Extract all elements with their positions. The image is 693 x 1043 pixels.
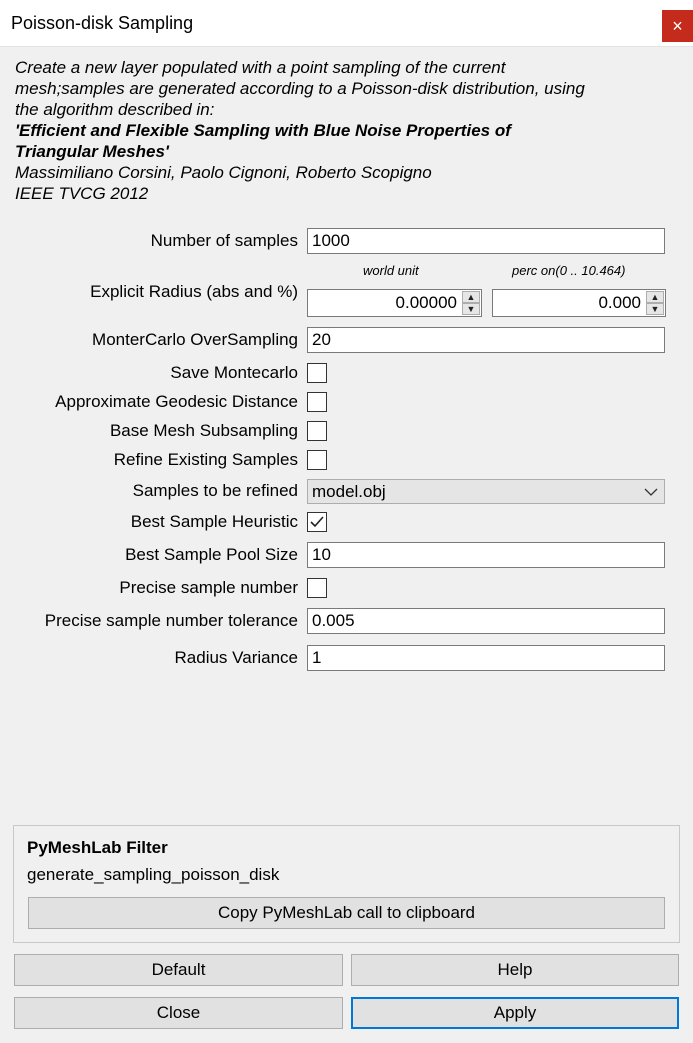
best-sample-heuristic-checkbox[interactable]	[307, 512, 327, 532]
chevron-down-icon	[644, 480, 658, 503]
base-mesh-subsampling-label: Base Mesh Subsampling	[109, 421, 298, 440]
precise-tolerance-input[interactable]: 0.005	[307, 608, 665, 634]
description-line: Create a new layer populated with a point sampling of the current	[15, 58, 506, 77]
spin-down-icon[interactable]: ▼	[646, 303, 664, 315]
checkmark-icon	[310, 515, 324, 529]
filter-description	[15, 57, 680, 204]
pymeshlab-title: PyMeshLab Filter	[27, 838, 168, 857]
base-mesh-subsampling-checkbox[interactable]	[307, 421, 327, 441]
default-button[interactable]: Default	[14, 954, 343, 986]
radius-percent-value: 0.000	[598, 293, 641, 312]
copy-pymeshlab-button[interactable]: Copy PyMeshLab call to clipboard	[28, 897, 665, 929]
save-montecarlo-checkbox[interactable]	[307, 363, 327, 383]
close-button[interactable]: Close	[14, 997, 343, 1029]
montecarlo-oversampling-input[interactable]: 20	[307, 327, 665, 353]
save-montecarlo-label: Save Montecarlo	[170, 363, 298, 382]
spin-down-icon[interactable]: ▼	[462, 303, 480, 315]
description-line: mesh;samples are generated according to a Poisson-disk distribution, using	[15, 79, 585, 98]
paper-authors: Massimiliano Corsini, Paolo Cignoni, Roberto Scopigno	[15, 163, 432, 182]
window-close-button[interactable]: ×	[662, 10, 693, 42]
radius-abs-value: 0.00000	[395, 293, 457, 312]
title-bar	[0, 0, 693, 47]
paper-title: 'Efficient and Flexible Sampling with Blue Noise Properties of	[15, 121, 511, 140]
best-sample-pool-size-label: Best Sample Pool Size	[125, 545, 298, 564]
precise-sample-number-checkbox[interactable]	[307, 578, 327, 598]
samples-to-refine-label: Samples to be refined	[132, 481, 298, 500]
precise-sample-number-label: Precise sample number	[119, 578, 298, 597]
spin-up-icon[interactable]: ▲	[462, 291, 480, 303]
radius-variance-label: Radius Variance	[174, 648, 298, 667]
num-samples-label: Number of samples	[150, 231, 298, 250]
apply-button[interactable]: Apply	[351, 997, 679, 1029]
num-samples-input[interactable]: 1000	[307, 228, 665, 254]
description-line: the algorithm described in:	[15, 100, 215, 119]
spin-up-icon[interactable]: ▲	[646, 291, 664, 303]
best-sample-heuristic-label: Best Sample Heuristic	[130, 512, 298, 531]
samples-to-refine-value: model.obj	[312, 482, 386, 501]
pymeshlab-function-name: generate_sampling_poisson_disk	[27, 865, 280, 884]
approx-geodesic-checkbox[interactable]	[307, 392, 327, 412]
best-sample-pool-size-input[interactable]: 10	[307, 542, 665, 568]
paper-title: Triangular Meshes'	[15, 142, 169, 161]
window-title: Poisson-disk Sampling	[11, 13, 194, 33]
approx-geodesic-label: Approximate Geodesic Distance	[55, 392, 298, 411]
precise-tolerance-label: Precise sample number tolerance	[44, 611, 298, 630]
explicit-radius-label: Explicit Radius (abs and %)	[90, 282, 298, 301]
samples-to-refine-dropdown[interactable]	[307, 479, 665, 504]
montecarlo-oversampling-label: MonterCarlo OverSampling	[92, 330, 298, 349]
refine-existing-label: Refine Existing Samples	[113, 450, 298, 469]
radius-percent-spinbox[interactable]	[492, 289, 666, 317]
radius-abs-spinbox[interactable]	[307, 289, 482, 317]
refine-existing-checkbox[interactable]	[307, 450, 327, 470]
paper-venue: IEEE TVCG 2012	[15, 184, 149, 203]
radius-variance-input[interactable]: 1	[307, 645, 665, 671]
percent-caption: perc on(0 .. 10.464)	[512, 263, 626, 278]
world-unit-caption: world unit	[363, 263, 419, 278]
help-button[interactable]: Help	[351, 954, 679, 986]
